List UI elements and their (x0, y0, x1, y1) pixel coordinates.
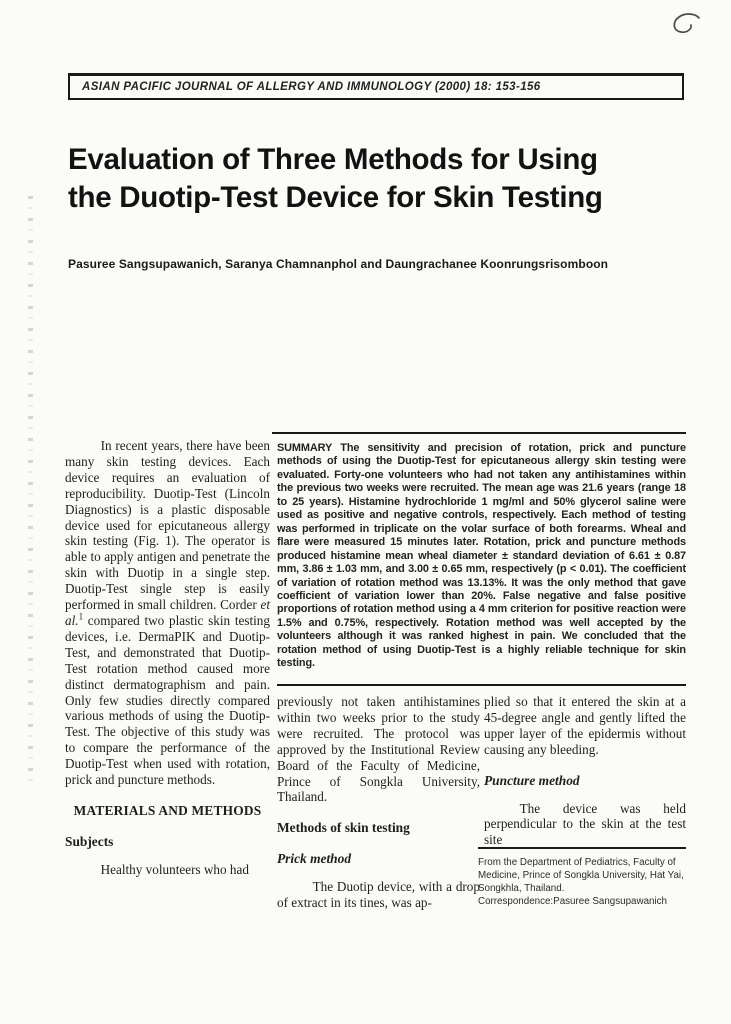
methods-column (277, 694, 480, 911)
methods-of-skin-testing-heading: Methods of skin testing (277, 820, 410, 836)
journal-header-box (68, 73, 684, 100)
summary-rule-bottom (277, 684, 686, 686)
summary-rule-top (272, 432, 686, 434)
handwritten-mark (666, 10, 704, 42)
intro-text-pre: In recent years, there have been many skin testing devices. Each device requires an evaluation of reproducibility. Duotip-Test (Lincoln Diagnostics) is a plastic disposable device used for epicutaneous allergy skin testing (Fig. 1). The operator is able to apply antigen and penetrate the skin with Duotip in a single step. Duotip-Test single step is easily performed in small children. Corder (65, 438, 270, 613)
right-column (484, 694, 686, 848)
subjects-paragraph: Healthy volunteers who had (100, 861, 249, 877)
prick-continuation-paragraph: plied so that it entered the skin at a 45-degree angle and gently lifted the upper layer of the epidermis without causing any bleeding. (484, 694, 686, 757)
footnote (478, 856, 691, 908)
puncture-method-heading: Puncture method (484, 772, 580, 788)
summary-label: SUMMARY (277, 442, 333, 454)
subjects-continuation-paragraph: previously not taken antihistamines within two weeks prior to the study were recruited. The protocol was approved by the Institutional Review Board of the Faculty of Medicine, Prince of Songkla University, Thailand. (277, 694, 480, 805)
summary-text: The sensitivity and precision of rotation, prick and puncture methods of using the Duotip-Test for epicutaneous allergy skin testing were evaluated. Forty-one volunteers who had not taken any antihistamines within the previous two weeks were recruited. The mean age was 21.6 years (range 18 to 25 years). Histamine hydrochloride 1 mg/ml and 50% glycerol saline were used as positive and negative controls, respectively. Each method of testing was performed in triplicate on the volar surface of both forearms. Wheal and flare were measured 15 minutes later. Rotation, prick and puncture methods produced histamine mean wheal diameter ± standard deviation of 6.61 ± 0.87 mm, 3.86 ± 1.03 mm, and 3.00 ± 0.65 mm, respectively (p < 0.01). The coefficient of variation of rotation method was 13.13%. It was the only method that gave coefficient of variation lower than 20%. False negative and false positive proportions of rotation method using a 4 mm criterion for positive reaction were 1.5% and 0.75%, respectively. Rotation method was well accepted by the volunteers although it was ranked highest in pain. We concluded that the rotation method of using Duotip-Test is a highly reliable technique for skin testing. (277, 442, 686, 670)
footnote-affiliation: From the Department of Pediatrics, Faculty of Medicine, Prince of Songkla University, Hat Yai, Songkhla, Thailand. (478, 857, 684, 894)
journal-header-text: ASIAN PACIFIC JOURNAL OF ALLERGY AND IMMUNOLOGY (2000) 18: 153-156 (82, 81, 541, 93)
et-al-italic: et al. (65, 597, 270, 628)
prick-method-paragraph: The Duotip device, with a drop of extract in its tines, was ap- (277, 879, 480, 911)
title-line-1: Evaluation of Three Methods for Using (68, 143, 598, 176)
footnote-rule (478, 847, 686, 849)
prick-method-heading: Prick method (277, 851, 352, 867)
authors-line: Pasuree Sangsupawanich, Saranya Chamnanphol and Daungrachanee Koonrungsrisomboon (68, 257, 609, 271)
title-line-2: the Duotip-Test Device for Skin Testing (68, 181, 603, 214)
puncture-method-paragraph: The device was held perpendicular to the skin at the test site (484, 800, 686, 848)
abstract-block (277, 442, 686, 671)
intro-paragraph (65, 438, 270, 788)
page-title (68, 141, 698, 217)
left-margin-scan-marks (28, 196, 33, 784)
citation-superscript: 1 (78, 611, 84, 622)
materials-methods-heading: MATERIALS AND METHODS (73, 802, 262, 818)
intro-text-post: compared two plastic skin testing devices, i.e. DermaPIK and Duotip-Test, and demonstrated that Duotip-Test rotation method caused more distinct dermatographism and pain. Only few studies directly compared various methods of using the Duotip-Test. The objective of this study was to compare the performance of the Duotip-Test when used with rotation, prick and puncture methods. (65, 612, 270, 788)
footnote-correspondence: Correspondence:Pasuree Sangsupawanich (478, 896, 667, 907)
subjects-heading: Subjects (65, 833, 114, 849)
intro-column (65, 438, 270, 878)
